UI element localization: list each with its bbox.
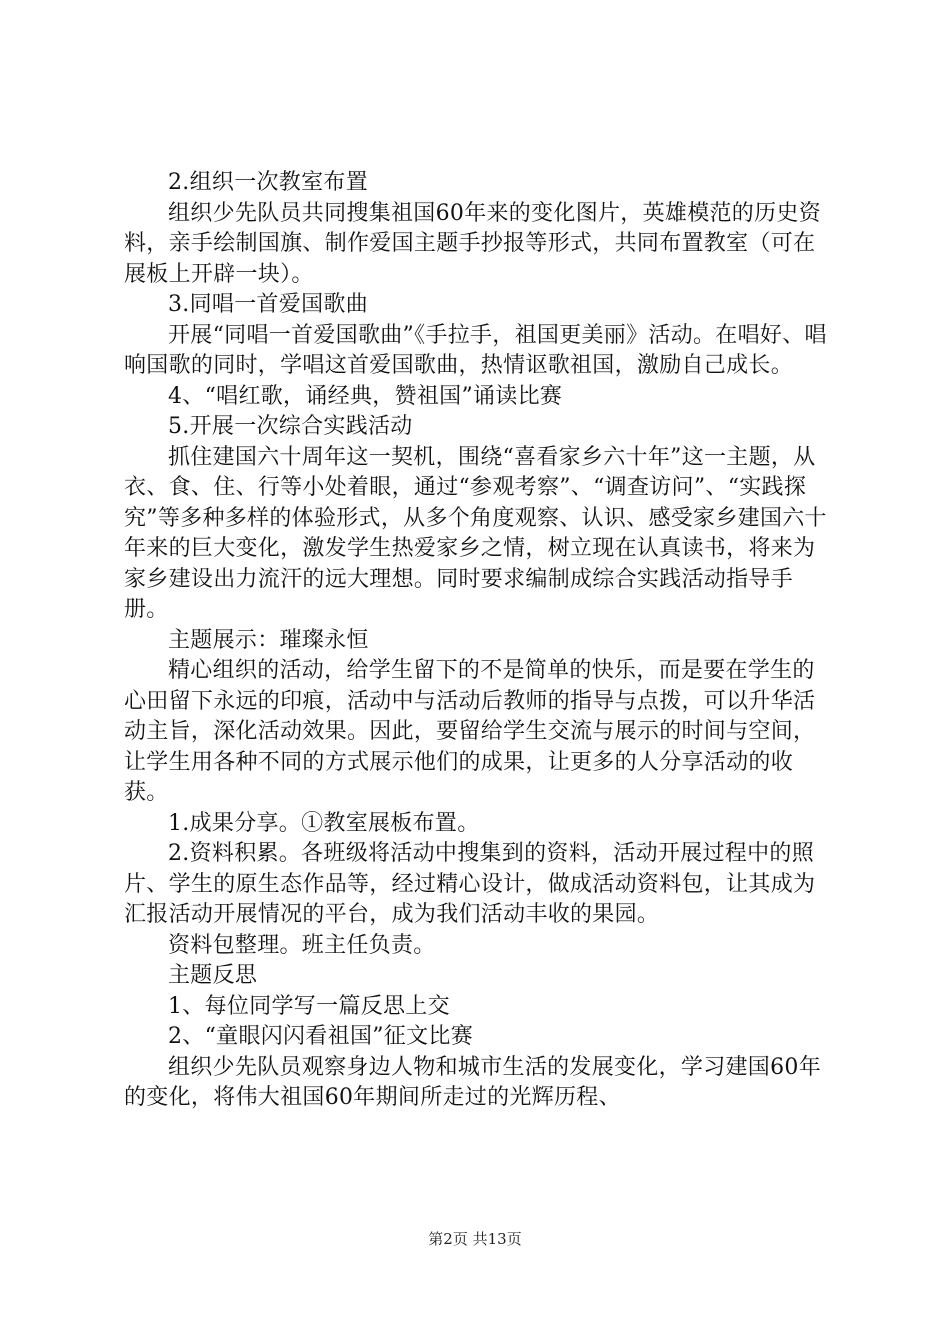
paragraph: 3.同唱一首爱国歌曲: [168, 292, 368, 317]
paragraph: 抓住建国六十周年这一契机，围绕“喜看家乡六十年”这一主题，从衣、食、住、行等小处着眼，通过“参观考察”、“调查访问”、“实践探究”等多种多样的体验形式，从多个角度观察、认识、感受家乡建国六十年来的巨大变化，激发学生热爱家乡之情，树立现在认真读书，将来为家乡建设出力流汗的远大理想。同时要求编制成综合实践活动指导手册。: [124, 444, 827, 622]
document-body: [124, 168, 832, 1114]
paragraph: 1.成果分享。①教室展板布置。: [168, 810, 480, 836]
paragraph: 4、“唱红歌，诵经典，赞祖国”诵读比赛: [168, 383, 563, 409]
paragraph: 主题反思: [168, 963, 258, 988]
paragraph: 2.组织一次教室布置: [168, 170, 368, 195]
paragraph: 2.资料积累。各班级将活动中搜集到的资料，活动开展过程中的照片、学生的原生态作品等，经过精心设计，做成活动资料包，让其成为汇报活动开展情况的平台，成为我们活动丰收的果园。: [124, 841, 816, 927]
paragraph: 1、每位同学写一篇反思上交: [168, 993, 450, 1019]
paragraph: 精心组织的活动，给学生留下的不是简单的快乐，而是要在学生的心田留下永远的印痕，活动中与活动后教师的指导与点拨，可以升华活动主旨，深化活动效果。因此，要留给学生交流与展示的时间与空间，让学生用各种不同的方式展示他们的成果，让更多的人分享活动的收获。: [124, 658, 816, 805]
paragraph: 主题展示：璀璨永恒: [168, 627, 369, 653]
page-number: 第2页 共13页: [428, 1230, 522, 1248]
paragraph: 组织少先队员共同搜集祖国60年来的变化图片，英雄模范的历史资料，亲手绘制国旗、制作爱国主题手抄报等形式，共同布置教室（可在展板上开辟一块）。: [124, 200, 821, 287]
paragraph: 5.开展一次综合实践活动: [168, 414, 413, 439]
paragraph: 开展“同唱一首爱国歌曲”《手拉手，祖国更美丽》活动。在唱好、唱响国歌的同时，学唱这首爱国歌曲，热情讴歌祖国，激励自己成长。: [124, 322, 827, 378]
page-footer: [0, 1228, 950, 1249]
paragraph: 资料包整理。班主任负责。: [168, 932, 436, 958]
paragraph: 组织少先队员观察身边人物和城市生活的发展变化，学习建国60年的变化，将伟大祖国60年期间所走过的光辉历程、: [124, 1054, 821, 1110]
paragraph: 2、“童眼闪闪看祖国”征文比赛: [168, 1024, 473, 1049]
